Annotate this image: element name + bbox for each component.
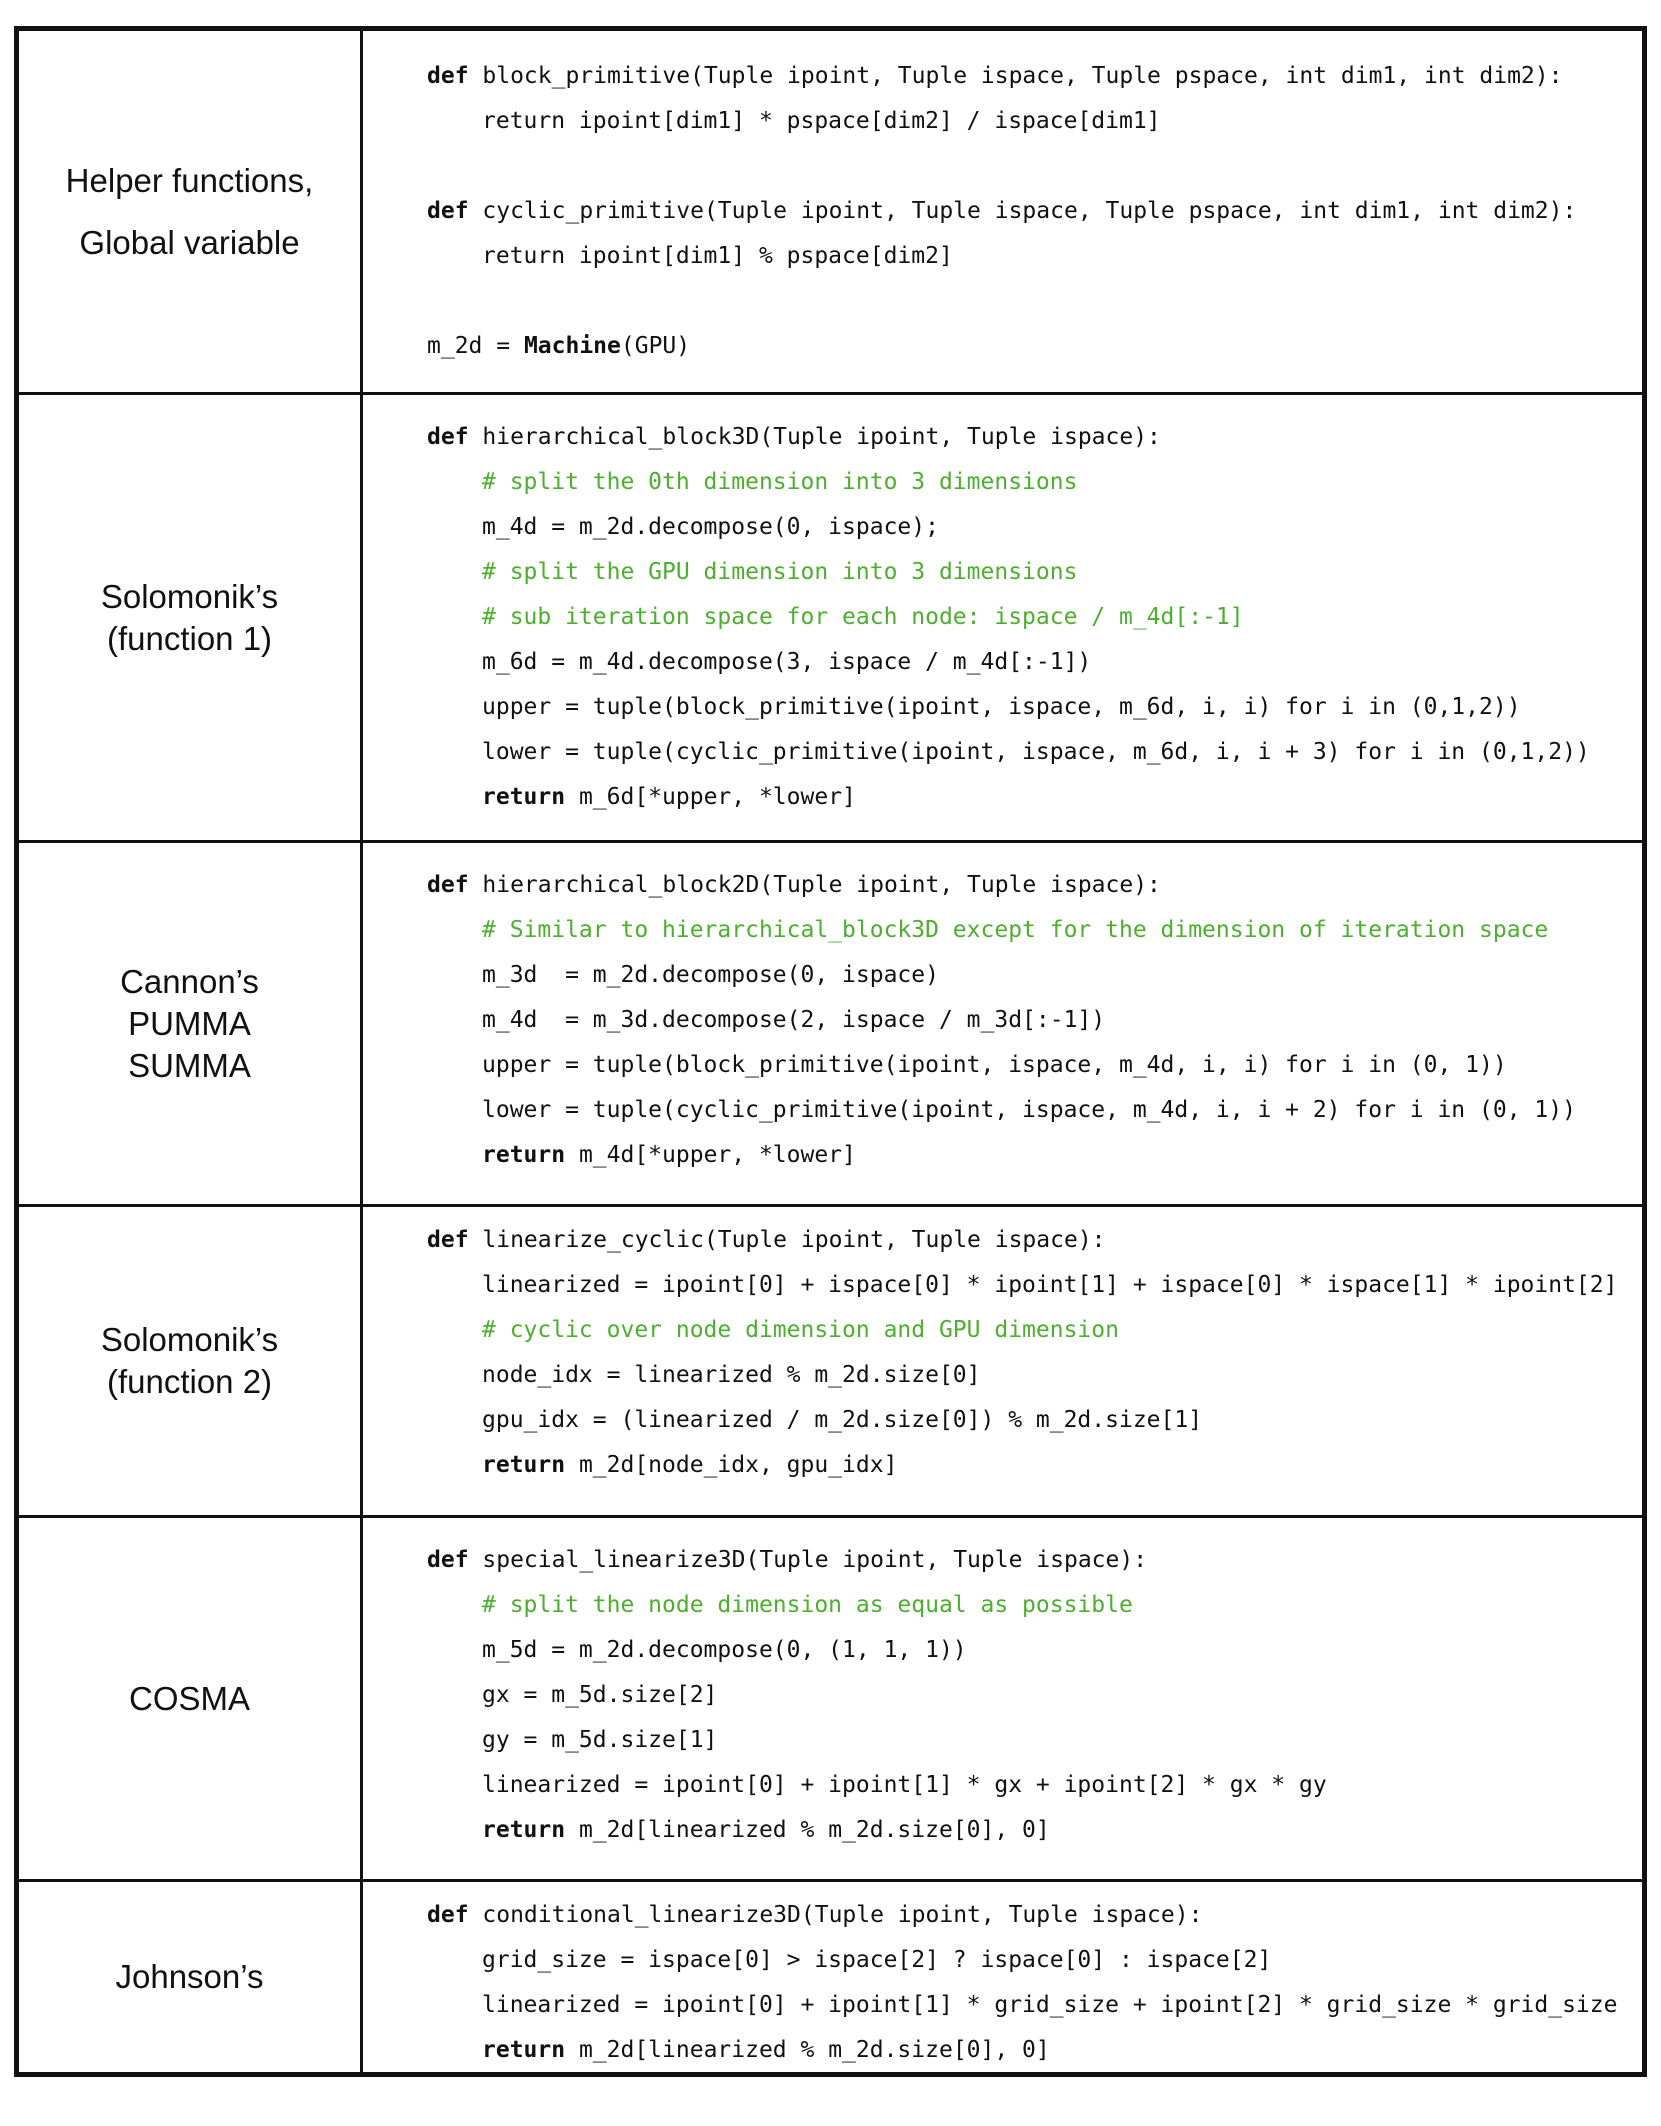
table-row-helpers bbox=[19, 31, 1642, 392]
row-label bbox=[101, 576, 278, 660]
code-cell bbox=[363, 1207, 1642, 1515]
row-label-line: PUMMA bbox=[128, 1004, 251, 1042]
row-label-line: Global variable bbox=[79, 223, 300, 261]
code-line: grid_size = ispace[0] > ispace[2] ? ispace[0] : ispace[2] bbox=[482, 1947, 1272, 1973]
code-line: node_idx = linearized % m_2d.size[0] bbox=[482, 1362, 981, 1388]
table-row-cosma bbox=[19, 1515, 1642, 1879]
code-line: gx = m_5d.size[2] bbox=[482, 1682, 718, 1708]
row-label-cell bbox=[19, 395, 363, 840]
row-label-line: Solomonik’s bbox=[100, 1321, 279, 1358]
code-line: gpu_idx = (linearized / m_2d.size[0]) % m_2d.size[1] bbox=[482, 1407, 1203, 1433]
mapping-table bbox=[14, 26, 1647, 2077]
code-line: return ipoint[dim1] * pspace[dim2] / ispace[dim1] bbox=[482, 108, 1161, 134]
code-line: return m_4d[*upper, *lower] bbox=[482, 1142, 856, 1168]
row-label bbox=[115, 1956, 263, 1998]
code-line: def special_linearize3D(Tuple ipoint, Tuple ispace): bbox=[427, 1547, 1148, 1573]
code-line: lower = tuple(cyclic_primitive(ipoint, ispace, m_4d, i, i + 2) for i in (0, 1)) bbox=[482, 1097, 1576, 1123]
row-label-line: (function 1) bbox=[106, 619, 273, 657]
code-line: m_2d = Machine(GPU) bbox=[427, 333, 691, 359]
code-line: upper = tuple(block_primitive(ipoint, ispace, m_6d, i, i) for i in (0,1,2)) bbox=[482, 694, 1521, 720]
code-line: return m_2d[linearized % m_2d.size[0], 0] bbox=[482, 1817, 1050, 1843]
row-label-cell bbox=[19, 843, 363, 1204]
code-line: def conditional_linearize3D(Tuple ipoint, Tuple ispace): bbox=[427, 1902, 1203, 1928]
table-row-solomonik-1 bbox=[19, 392, 1642, 840]
row-label-line: Johnson’s bbox=[115, 1958, 264, 1995]
row-label-cell bbox=[19, 1882, 363, 2072]
row-label-line: Helper functions, bbox=[65, 161, 314, 199]
code-comment: # split the 0th dimension into 3 dimensions bbox=[482, 469, 1078, 495]
code-cell bbox=[363, 1518, 1642, 1879]
table-row-solomonik-2 bbox=[19, 1204, 1642, 1515]
code-line: linearized = ipoint[0] + ipoint[1] * gx + ipoint[2] * gx * gy bbox=[482, 1772, 1327, 1798]
code-line: m_4d = m_3d.decompose(2, ispace / m_3d[:-1]) bbox=[482, 1007, 1106, 1033]
code-comment: # split the node dimension as equal as possible bbox=[482, 1592, 1133, 1618]
code-line: m_6d = m_4d.decompose(3, ispace / m_4d[:-1]) bbox=[482, 649, 1092, 675]
code-line: linearized = ipoint[0] + ispace[0] * ipoint[1] + ispace[0] * ispace[1] * ipoint[2] bbox=[482, 1272, 1618, 1298]
code-comment: # Similar to hierarchical_block3D except for the dimension of iteration space bbox=[482, 917, 1549, 943]
code-line: upper = tuple(block_primitive(ipoint, ispace, m_4d, i, i) for i in (0, 1)) bbox=[482, 1052, 1507, 1078]
code-line: m_5d = m_2d.decompose(0, (1, 1, 1)) bbox=[482, 1637, 967, 1663]
code-comment: # split the GPU dimension into 3 dimensions bbox=[482, 559, 1078, 585]
code-line: return m_2d[node_idx, gpu_idx] bbox=[482, 1452, 898, 1478]
code-line: def hierarchical_block3D(Tuple ipoint, Tuple ispace): bbox=[427, 424, 1161, 450]
code-line: return ipoint[dim1] % pspace[dim2] bbox=[482, 243, 953, 269]
row-label-line: SUMMA bbox=[128, 1046, 251, 1084]
code-cell bbox=[363, 395, 1642, 840]
table-row-johnson bbox=[19, 1879, 1642, 2072]
code-line: def hierarchical_block2D(Tuple ipoint, Tuple ispace): bbox=[427, 872, 1161, 898]
code-line: m_3d = m_2d.decompose(0, ispace) bbox=[482, 962, 939, 988]
row-label bbox=[101, 1319, 278, 1403]
code-line: def linearize_cyclic(Tuple ipoint, Tuple ispace): bbox=[427, 1227, 1106, 1253]
code-line: lower = tuple(cyclic_primitive(ipoint, ispace, m_6d, i, i + 3) for i in (0,1,2)) bbox=[482, 739, 1590, 765]
code-comment: # cyclic over node dimension and GPU dimension bbox=[482, 1317, 1119, 1343]
code-line: linearized = ipoint[0] + ipoint[1] * grid_size + ipoint[2] * grid_size * grid_size bbox=[482, 1992, 1618, 2018]
code-line: gy = m_5d.size[1] bbox=[482, 1727, 718, 1753]
code-line: def block_primitive(Tuple ipoint, Tuple ispace, Tuple pspace, int dim1, int dim2): bbox=[427, 63, 1563, 89]
row-label-line: COSMA bbox=[128, 1679, 250, 1717]
row-label-cell bbox=[19, 1207, 363, 1515]
row-label-cell bbox=[19, 1518, 363, 1879]
code-cell bbox=[363, 843, 1642, 1204]
row-label-line: (function 2) bbox=[106, 1363, 273, 1400]
code-cell bbox=[363, 1882, 1642, 2072]
row-label bbox=[66, 150, 314, 274]
code-line: return m_2d[linearized % m_2d.size[0], 0] bbox=[482, 2037, 1050, 2063]
code-comment: # sub iteration space for each node: ispace / m_4d[:-1] bbox=[482, 604, 1244, 630]
row-label-line: Cannon’s bbox=[120, 962, 259, 1000]
row-label-cell bbox=[19, 31, 363, 392]
row-label-line: Solomonik’s bbox=[100, 577, 279, 615]
row-label bbox=[120, 961, 259, 1087]
row-label bbox=[129, 1678, 250, 1720]
code-line: def cyclic_primitive(Tuple ipoint, Tuple ispace, Tuple pspace, int dim1, int dim2): bbox=[427, 198, 1577, 224]
code-line: return m_6d[*upper, *lower] bbox=[482, 784, 856, 810]
table-row-cannon bbox=[19, 840, 1642, 1204]
code-line: m_4d = m_2d.decompose(0, ispace); bbox=[482, 514, 939, 540]
code-cell bbox=[363, 31, 1642, 392]
